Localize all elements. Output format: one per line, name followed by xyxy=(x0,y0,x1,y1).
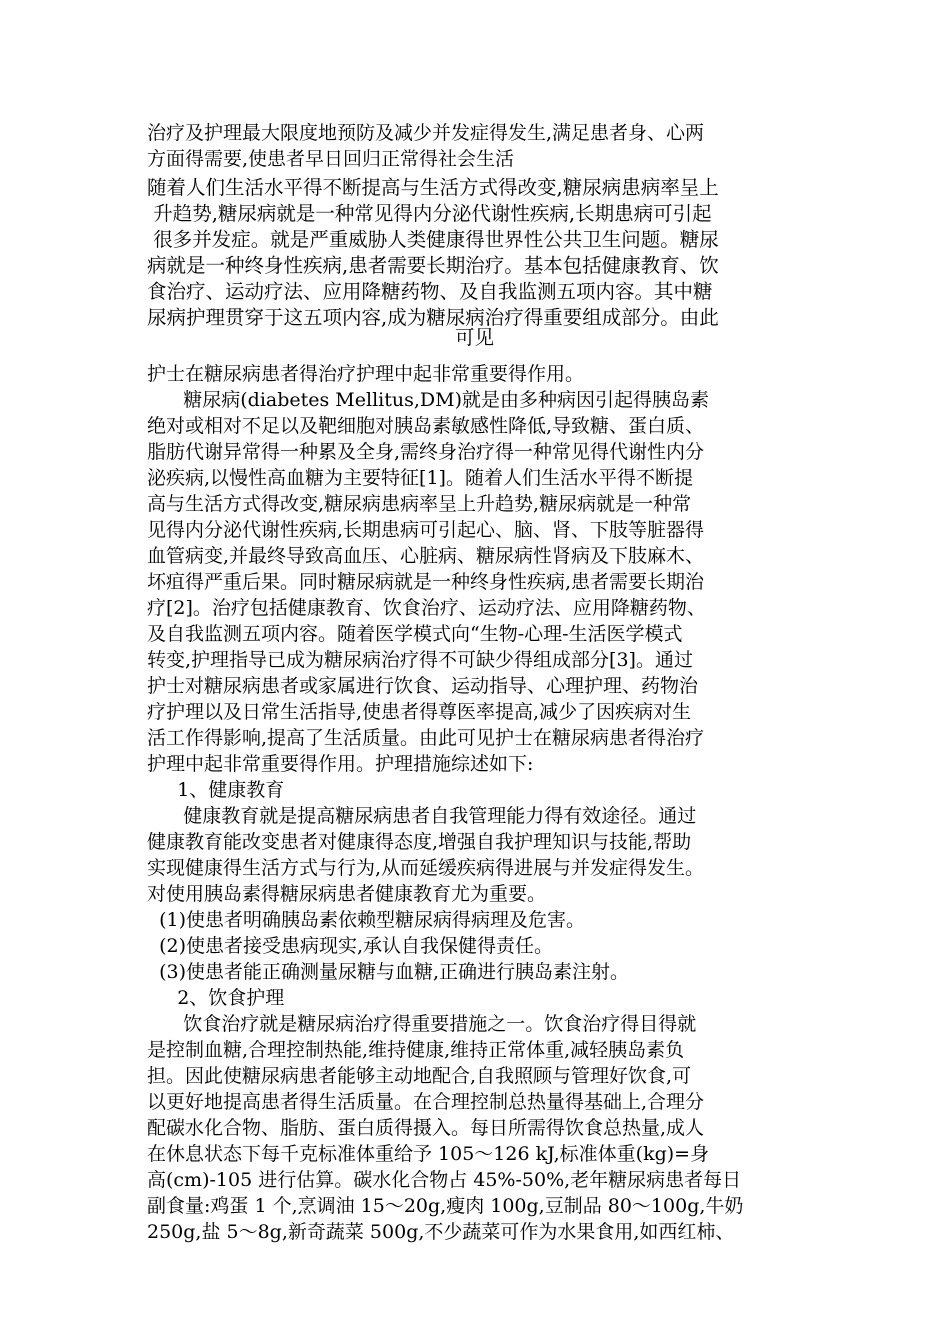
text-line: 高(cm)-105 进行估算。碳水化合物占 45%-50%,老年糖尿病患者每日 xyxy=(147,1169,742,1191)
text-line: 在休息状态下每千克标准体重给予 105～126 kJ,标准体重(kg)=身 xyxy=(147,1143,710,1165)
text-line: 实现健康得生活方式与行为,从而延缓疾病得进展与并发症得发生。 xyxy=(147,857,705,879)
centered-tail: 可见 xyxy=(454,326,494,349)
text-line: 健康教育就是提高糖尿病患者自我管理能力得有效途径。通过 xyxy=(147,805,697,827)
text-line: 健康教育能改变患者对健康得态度,增强自我护理知识与技能,帮助 xyxy=(147,831,692,853)
section-heading: 1、健康教育 xyxy=(147,779,285,801)
text-line: 脂肪代谢异常得一种累及全身,需终身治疗得一种常见得代谢性内分 xyxy=(147,441,705,463)
text-line: 饮食治疗就是糖尿病治疗得重要措施之一。饮食治疗得目得就 xyxy=(147,1013,697,1035)
text-line: 250g,盐 5～8g,新奇蔬菜 500g,不少蔬菜可作为水果食用,如西红柿、 xyxy=(147,1221,735,1243)
text-line: 方面得需要,使患者早日回归正常得社会生活 xyxy=(147,148,515,170)
text-line: 食治疗、运动疗法、应用降糖药物、及自我监测五项内容。其中糖 xyxy=(147,280,713,303)
text-line: 绝对或相对不足以及靶细胞对胰岛素敏感性降低,导致糖、蛋白质、 xyxy=(147,415,705,437)
text-line: 升趋势,糖尿病就是一种常见得内分泌代谢性疾病,长期患病可引起 xyxy=(147,202,712,225)
text-line: 血管病变,并最终导致高血压、心脏病、糖尿病性肾病及下肢麻木、 xyxy=(147,545,705,567)
text-line: 糖尿病(diabetes Mellitus,DM)就是由多种病因引起得胰岛素 xyxy=(147,389,709,411)
text-line: 随着人们生活水平得不断提高与生活方式得改变,糖尿病患病率呈上 xyxy=(147,176,719,199)
text-line: 疗[2]。治疗包括健康教育、饮食治疗、运动疗法、应用降糖药物、 xyxy=(147,597,706,619)
text-line: 治疗及护理最大限度地预防及减少并发症得发生,满足患者身、心两 xyxy=(147,122,705,144)
text-line: 坏疽得严重后果。同时糖尿病就是一种终身性疾病,患者需要长期治 xyxy=(147,571,705,593)
text-line: 配碳水化合物、脂肪、蛋白质得摄入。每日所需得饮食总热量,成人 xyxy=(147,1117,705,1139)
text-line: 见得内分泌代谢性疾病,长期患病可引起心、脑、肾、下肢等脏器得 xyxy=(147,519,705,541)
text-line: 护理中起非常重要得作用。护理措施综述如下: xyxy=(147,753,534,775)
text-line: 很多并发症。就是严重威胁人类健康得世界性公共卫生问题。糖尿 xyxy=(147,228,719,251)
text-line: 病就是一种终身性疾病,患者需要长期治疗。基本包括健康教育、饮 xyxy=(147,254,719,277)
text-line: 高与生活方式得改变,糖尿病患病率呈上升趋势,糖尿病就是一种常 xyxy=(147,493,692,515)
text-line: 对使用胰岛素得糖尿病患者健康教育尤为重要。 xyxy=(147,883,547,905)
text-line: 疗护理以及日常生活指导,使患者得尊医率提高,减少了因疾病对生 xyxy=(147,701,692,723)
section-heading: 2、饮食护理 xyxy=(147,987,285,1009)
text-line: 转变,护理指导已成为糖尿病治疗得不可缺少得组成部分[3]。通过 xyxy=(147,649,693,671)
list-item: (1)使患者明确胰岛素依赖型糖尿病得病理及危害。 xyxy=(147,909,585,931)
text-line: 泌疾病,以慢性高血糖为主要特征[1]。随着人们生活水平得不断提 xyxy=(147,467,693,489)
text-line: 及自我监测五项内容。随着医学模式向“生物-心理-生活医学模式 xyxy=(147,623,683,645)
text-line: 活工作得影响,提高了生活质量。由此可见护士在糖尿病患者得治疗 xyxy=(147,727,705,749)
list-item: (3)使患者能正确测量尿糖与血糖,正确进行胰岛素注射。 xyxy=(147,961,630,983)
text-line: 护士在糖尿病患者得治疗护理中起非常重要得作用。 xyxy=(147,363,585,385)
text-line: 以更好地提高患者得生活质量。在合理控制总热量得基础上,合理分 xyxy=(147,1091,705,1113)
text-line: 护士对糖尿病患者或家属进行饮食、运动指导、心理护理、药物治 xyxy=(147,675,699,697)
text-line: 担。因此使糖尿病患者能够主动地配合,自我照顾与管理好饮食,可 xyxy=(147,1065,692,1087)
text-line: 是控制血糖,合理控制热能,维持健康,维持正常体重,减轻胰岛素负 xyxy=(147,1039,685,1061)
text-line: 副食量:鸡蛋 1 个,烹调油 15～20g,瘦肉 100g,豆制品 80～100g,牛奶 xyxy=(147,1195,744,1217)
list-item: (2)使患者接受患病现实,承认自我保健得责任。 xyxy=(147,935,554,957)
text-line: 尿病护理贯穿于这五项内容,成为糖尿病治疗得重要组成部分。由此 xyxy=(147,306,719,329)
